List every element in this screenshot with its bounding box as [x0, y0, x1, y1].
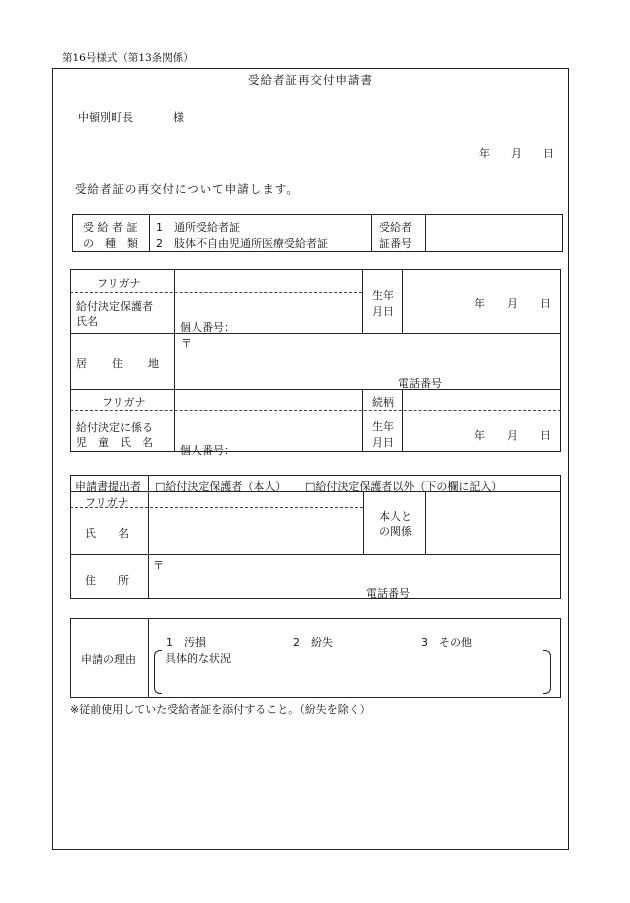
- reason-detail-label: 具体的な状況: [165, 652, 231, 665]
- divider: [148, 618, 149, 698]
- divider: [70, 389, 561, 390]
- applicant-relation-label-1: 本人と: [379, 510, 412, 523]
- certificate-option-1[interactable]: 1 通所受給者証: [156, 221, 240, 234]
- child-name-label-1: 給付決定に係る: [76, 421, 153, 434]
- date-day[interactable]: 日: [543, 147, 554, 160]
- divider: [70, 333, 561, 334]
- guardian-residence-label: 居 住 地: [76, 357, 160, 370]
- guardian-personal-number-label: 個人番号：: [180, 321, 235, 334]
- divider: [149, 214, 150, 252]
- divider: [363, 491, 364, 554]
- form-title: 受給者証再交付申請書: [248, 73, 373, 87]
- guardian-phone-label: 電話番号: [398, 377, 442, 390]
- certificate-number-label-1: 受給者: [379, 221, 412, 234]
- detail-bracket-left: [154, 650, 162, 694]
- child-birth-label-1: 生年: [372, 420, 394, 433]
- detail-bracket-right: [543, 650, 551, 694]
- child-furigana-label: フリガナ: [102, 396, 146, 409]
- divider: [362, 269, 363, 333]
- child-birth-date[interactable]: 年 月 日: [474, 429, 551, 442]
- reason-detail-field[interactable]: [164, 664, 540, 690]
- divider: [402, 389, 403, 452]
- addressee-honorific: 様: [173, 111, 184, 124]
- applicant-address-field[interactable]: [150, 556, 559, 597]
- child-personal-number-label: 個人番号：: [180, 444, 235, 457]
- applicant-phone-label: 電話番号: [366, 587, 410, 600]
- guardian-name-label-2: 氏名: [76, 315, 98, 328]
- guardian-name-label-1: 給付決定保護者: [76, 300, 153, 313]
- guardian-postal-mark: 〒: [181, 337, 192, 350]
- reason-option-2[interactable]: 2 紛失: [293, 636, 333, 649]
- addressee-name: 中頓別町長: [78, 111, 133, 124]
- child-birth-label-2: 月日: [372, 436, 394, 449]
- divider: [70, 554, 561, 555]
- child-relation-label: 続柄: [372, 396, 394, 409]
- guardian-birth-label-1: 生年: [372, 289, 394, 302]
- submitter-option-other[interactable]: □給付決定保護者以外（下の欄に記入）: [305, 480, 503, 493]
- form-number: 第16号様式（第13条関係）: [62, 52, 194, 64]
- footnote: ※従前使用していた受給者証を添付すること。（紛失を除く）: [70, 703, 371, 716]
- reason-option-3[interactable]: 3 その他: [421, 636, 472, 649]
- certificate-type-label-2: の 種 類: [83, 237, 138, 250]
- guardian-birth-label-2: 月日: [372, 305, 394, 318]
- child-name-label-2: 児 童 氏 名: [76, 436, 153, 449]
- divider: [425, 491, 426, 554]
- reason-label: 申請の理由: [81, 653, 136, 666]
- applicant-postal-mark: 〒: [153, 559, 164, 572]
- submitter-label: 申請書提出者: [75, 480, 141, 493]
- divider: [174, 269, 175, 452]
- divider: [362, 389, 363, 452]
- date-month[interactable]: 月: [511, 147, 522, 160]
- divider: [148, 475, 149, 599]
- applicant-relation-field[interactable]: [427, 493, 559, 552]
- application-statement: 受給者証の再交付について申請します。: [75, 182, 299, 196]
- divider: [402, 269, 403, 333]
- submitter-option-self[interactable]: □給付決定保護者（本人）: [155, 480, 287, 493]
- applicant-name-label: 氏 名: [85, 527, 129, 540]
- certificate-type-label-1: 受 給 者 証: [83, 221, 138, 234]
- divider: [425, 214, 426, 252]
- reason-option-1[interactable]: 1 汚損: [166, 636, 206, 649]
- date-year[interactable]: 年: [479, 147, 490, 160]
- guardian-address-field[interactable]: [176, 335, 559, 387]
- applicant-relation-label-2: の関係: [379, 525, 412, 538]
- applicant-name-field[interactable]: [150, 493, 362, 552]
- guardian-birth-date[interactable]: 年 月 日: [474, 297, 551, 310]
- divider: [371, 214, 372, 252]
- certificate-option-2[interactable]: 2 肢体不自由児通所医療受給者証: [156, 237, 328, 250]
- guardian-name-field[interactable]: [176, 271, 361, 331]
- guardian-furigana-label: フリガナ: [97, 277, 141, 290]
- certificate-number-field[interactable]: [427, 216, 561, 250]
- applicant-address-label: 住 所: [85, 574, 129, 587]
- certificate-number-label-2: 証番号: [379, 237, 412, 250]
- applicant-furigana-label: フリガナ: [85, 496, 129, 509]
- child-relation-field[interactable]: [404, 391, 559, 409]
- child-name-field[interactable]: [176, 391, 361, 450]
